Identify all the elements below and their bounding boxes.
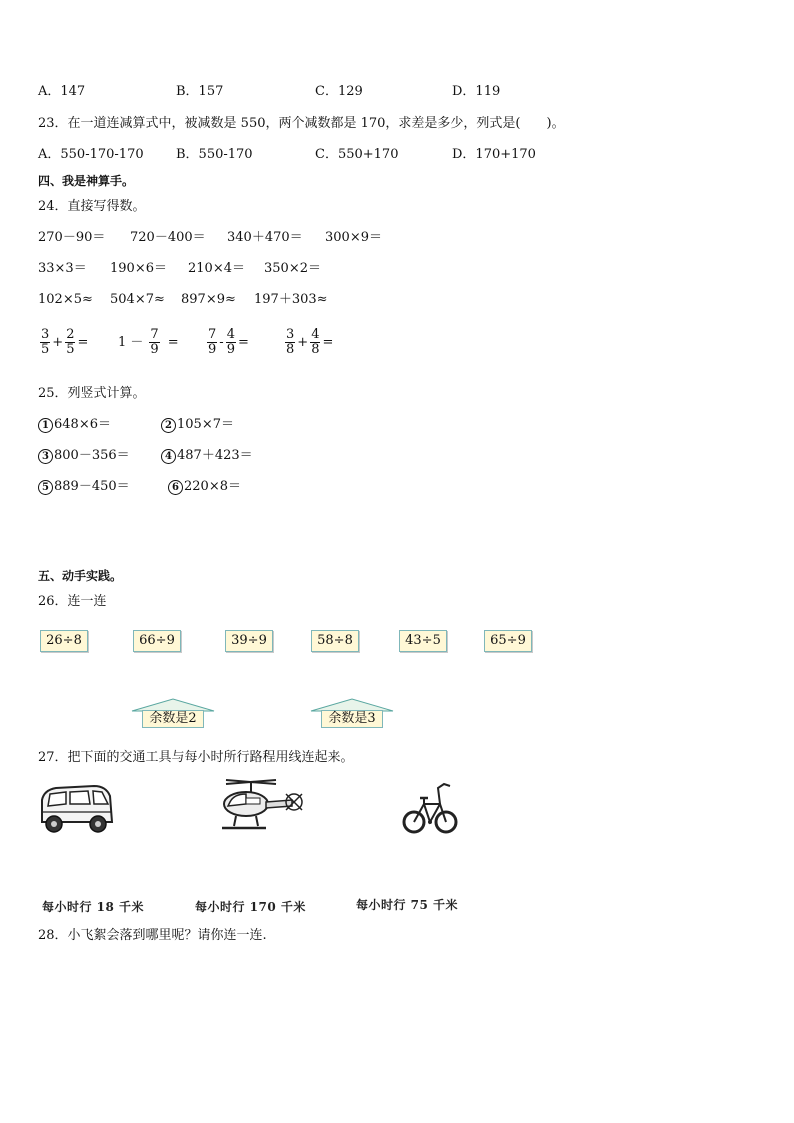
denominator: 5 <box>66 342 75 357</box>
expression: 487＋423＝ <box>177 448 253 463</box>
circled-number: 6 <box>168 480 183 495</box>
fraction <box>40 328 50 357</box>
house-label: 余数是3 <box>321 710 383 728</box>
q24-r1-4: 300×9＝ <box>325 230 382 245</box>
division-card[interactable]: 66÷9 <box>133 630 181 652</box>
division-card[interactable]: 65÷9 <box>484 630 532 652</box>
q22-option-d: D．119 <box>452 84 501 99</box>
fraction <box>149 328 159 357</box>
numerator: 7 <box>150 327 159 342</box>
q24-r2-4: 350×2＝ <box>264 261 321 276</box>
bicycle-icon[interactable] <box>402 780 458 838</box>
section-4-heading: 四、我是神算手。 <box>38 174 135 188</box>
q25-item-3 <box>38 448 130 464</box>
q25-title: 25．列竖式计算。 <box>38 386 146 401</box>
lead-term: 1 － <box>118 334 144 350</box>
fraction <box>207 328 217 357</box>
q24-r3-3: 897×9≈ <box>181 292 236 307</box>
q25-item-2 <box>161 417 234 433</box>
equals: = <box>237 334 249 350</box>
numerator: 7 <box>208 327 217 342</box>
q24-r1-2: 720－400＝ <box>130 230 206 245</box>
q24-title: 24．直接写得数。 <box>38 199 146 214</box>
numerator: 3 <box>286 327 295 342</box>
operator: + <box>52 334 64 350</box>
q22-option-a: A．147 <box>38 84 86 99</box>
circled-number: 3 <box>38 449 53 464</box>
house-label: 余数是2 <box>142 710 204 728</box>
q24-r3-4: 197＋303≈ <box>254 292 328 307</box>
remainder-house-3[interactable] <box>309 698 395 728</box>
q23-question: 23．在一道连减算式中，被减数是 550，两个减数都是 170，求差是多少，列式是( )。 <box>38 116 565 131</box>
equals: = <box>77 334 89 350</box>
q22-option-b: B．157 <box>176 84 224 99</box>
division-card[interactable]: 39÷9 <box>225 630 273 652</box>
division-card[interactable]: 43÷5 <box>399 630 447 652</box>
fraction <box>65 328 75 357</box>
numerator: 4 <box>311 327 320 342</box>
q24-r1-3: 340＋470＝ <box>227 230 303 245</box>
expression: 220×8＝ <box>184 479 241 494</box>
q25-item-4 <box>161 448 253 464</box>
division-card[interactable]: 58÷8 <box>311 630 359 652</box>
denominator: 8 <box>286 342 295 357</box>
section-5-heading: 五、动手实践。 <box>38 569 123 583</box>
expression: 800－356＝ <box>54 448 130 463</box>
q24-r3-1: 102×5≈ <box>38 292 93 307</box>
denominator: 8 <box>311 342 320 357</box>
denominator: 9 <box>150 342 159 357</box>
equals: = <box>167 334 179 350</box>
circled-number: 4 <box>161 449 176 464</box>
q26-title: 26．连一连 <box>38 594 107 609</box>
circled-number: 5 <box>38 480 53 495</box>
q24-r2-2: 190×6＝ <box>110 261 167 276</box>
denominator: 9 <box>208 342 217 357</box>
q23-option-d: D．170+170 <box>452 147 536 162</box>
car-icon[interactable] <box>36 782 116 836</box>
q25-item-1 <box>38 417 111 433</box>
q24-fraction-1 <box>38 328 88 357</box>
fraction <box>285 328 295 357</box>
numerator: 3 <box>41 327 50 342</box>
expression: 105×7＝ <box>177 417 234 432</box>
speed-label-75[interactable]: 每小时行 75 千米 <box>356 898 459 912</box>
equals: = <box>322 334 334 350</box>
expression: 648×6＝ <box>54 417 111 432</box>
q25-item-5 <box>38 479 130 495</box>
helicopter-icon[interactable] <box>216 778 304 838</box>
q24-r1-1: 270－90＝ <box>38 230 106 245</box>
remainder-house-2[interactable] <box>130 698 216 728</box>
q28-title: 28．小飞絮会落到哪里呢？请你连一连. <box>38 928 267 943</box>
q27-title: 27．把下面的交通工具与每小时所行路程用线连起来。 <box>38 750 354 765</box>
division-card[interactable]: 26÷8 <box>40 630 88 652</box>
fraction <box>226 328 236 357</box>
numerator: 2 <box>66 327 75 342</box>
q23-option-b: B．550-170 <box>176 147 253 162</box>
speed-label-18[interactable]: 每小时行 18 千米 <box>42 900 145 914</box>
denominator: 5 <box>41 342 50 357</box>
q25-item-6 <box>168 479 241 495</box>
q24-r2-3: 210×4＝ <box>188 261 245 276</box>
denominator: 9 <box>226 342 235 357</box>
q24-fraction-2 <box>118 328 179 357</box>
q24-fraction-4 <box>283 328 333 357</box>
operator: + <box>297 334 309 350</box>
q23-option-a: A．550-170-170 <box>38 147 144 162</box>
circled-number: 1 <box>38 418 53 433</box>
q24-r2-1: 33×3＝ <box>38 261 87 276</box>
q24-fraction-3 <box>205 328 249 357</box>
numerator: 4 <box>226 327 235 342</box>
q22-option-c: C．129 <box>315 84 363 99</box>
fraction <box>310 328 320 357</box>
circled-number: 2 <box>161 418 176 433</box>
expression: 889－450＝ <box>54 479 130 494</box>
operator: - <box>219 334 224 350</box>
speed-label-170[interactable]: 每小时行 170 千米 <box>195 900 306 914</box>
q23-option-c: C．550+170 <box>315 147 399 162</box>
q24-r3-2: 504×7≈ <box>110 292 165 307</box>
